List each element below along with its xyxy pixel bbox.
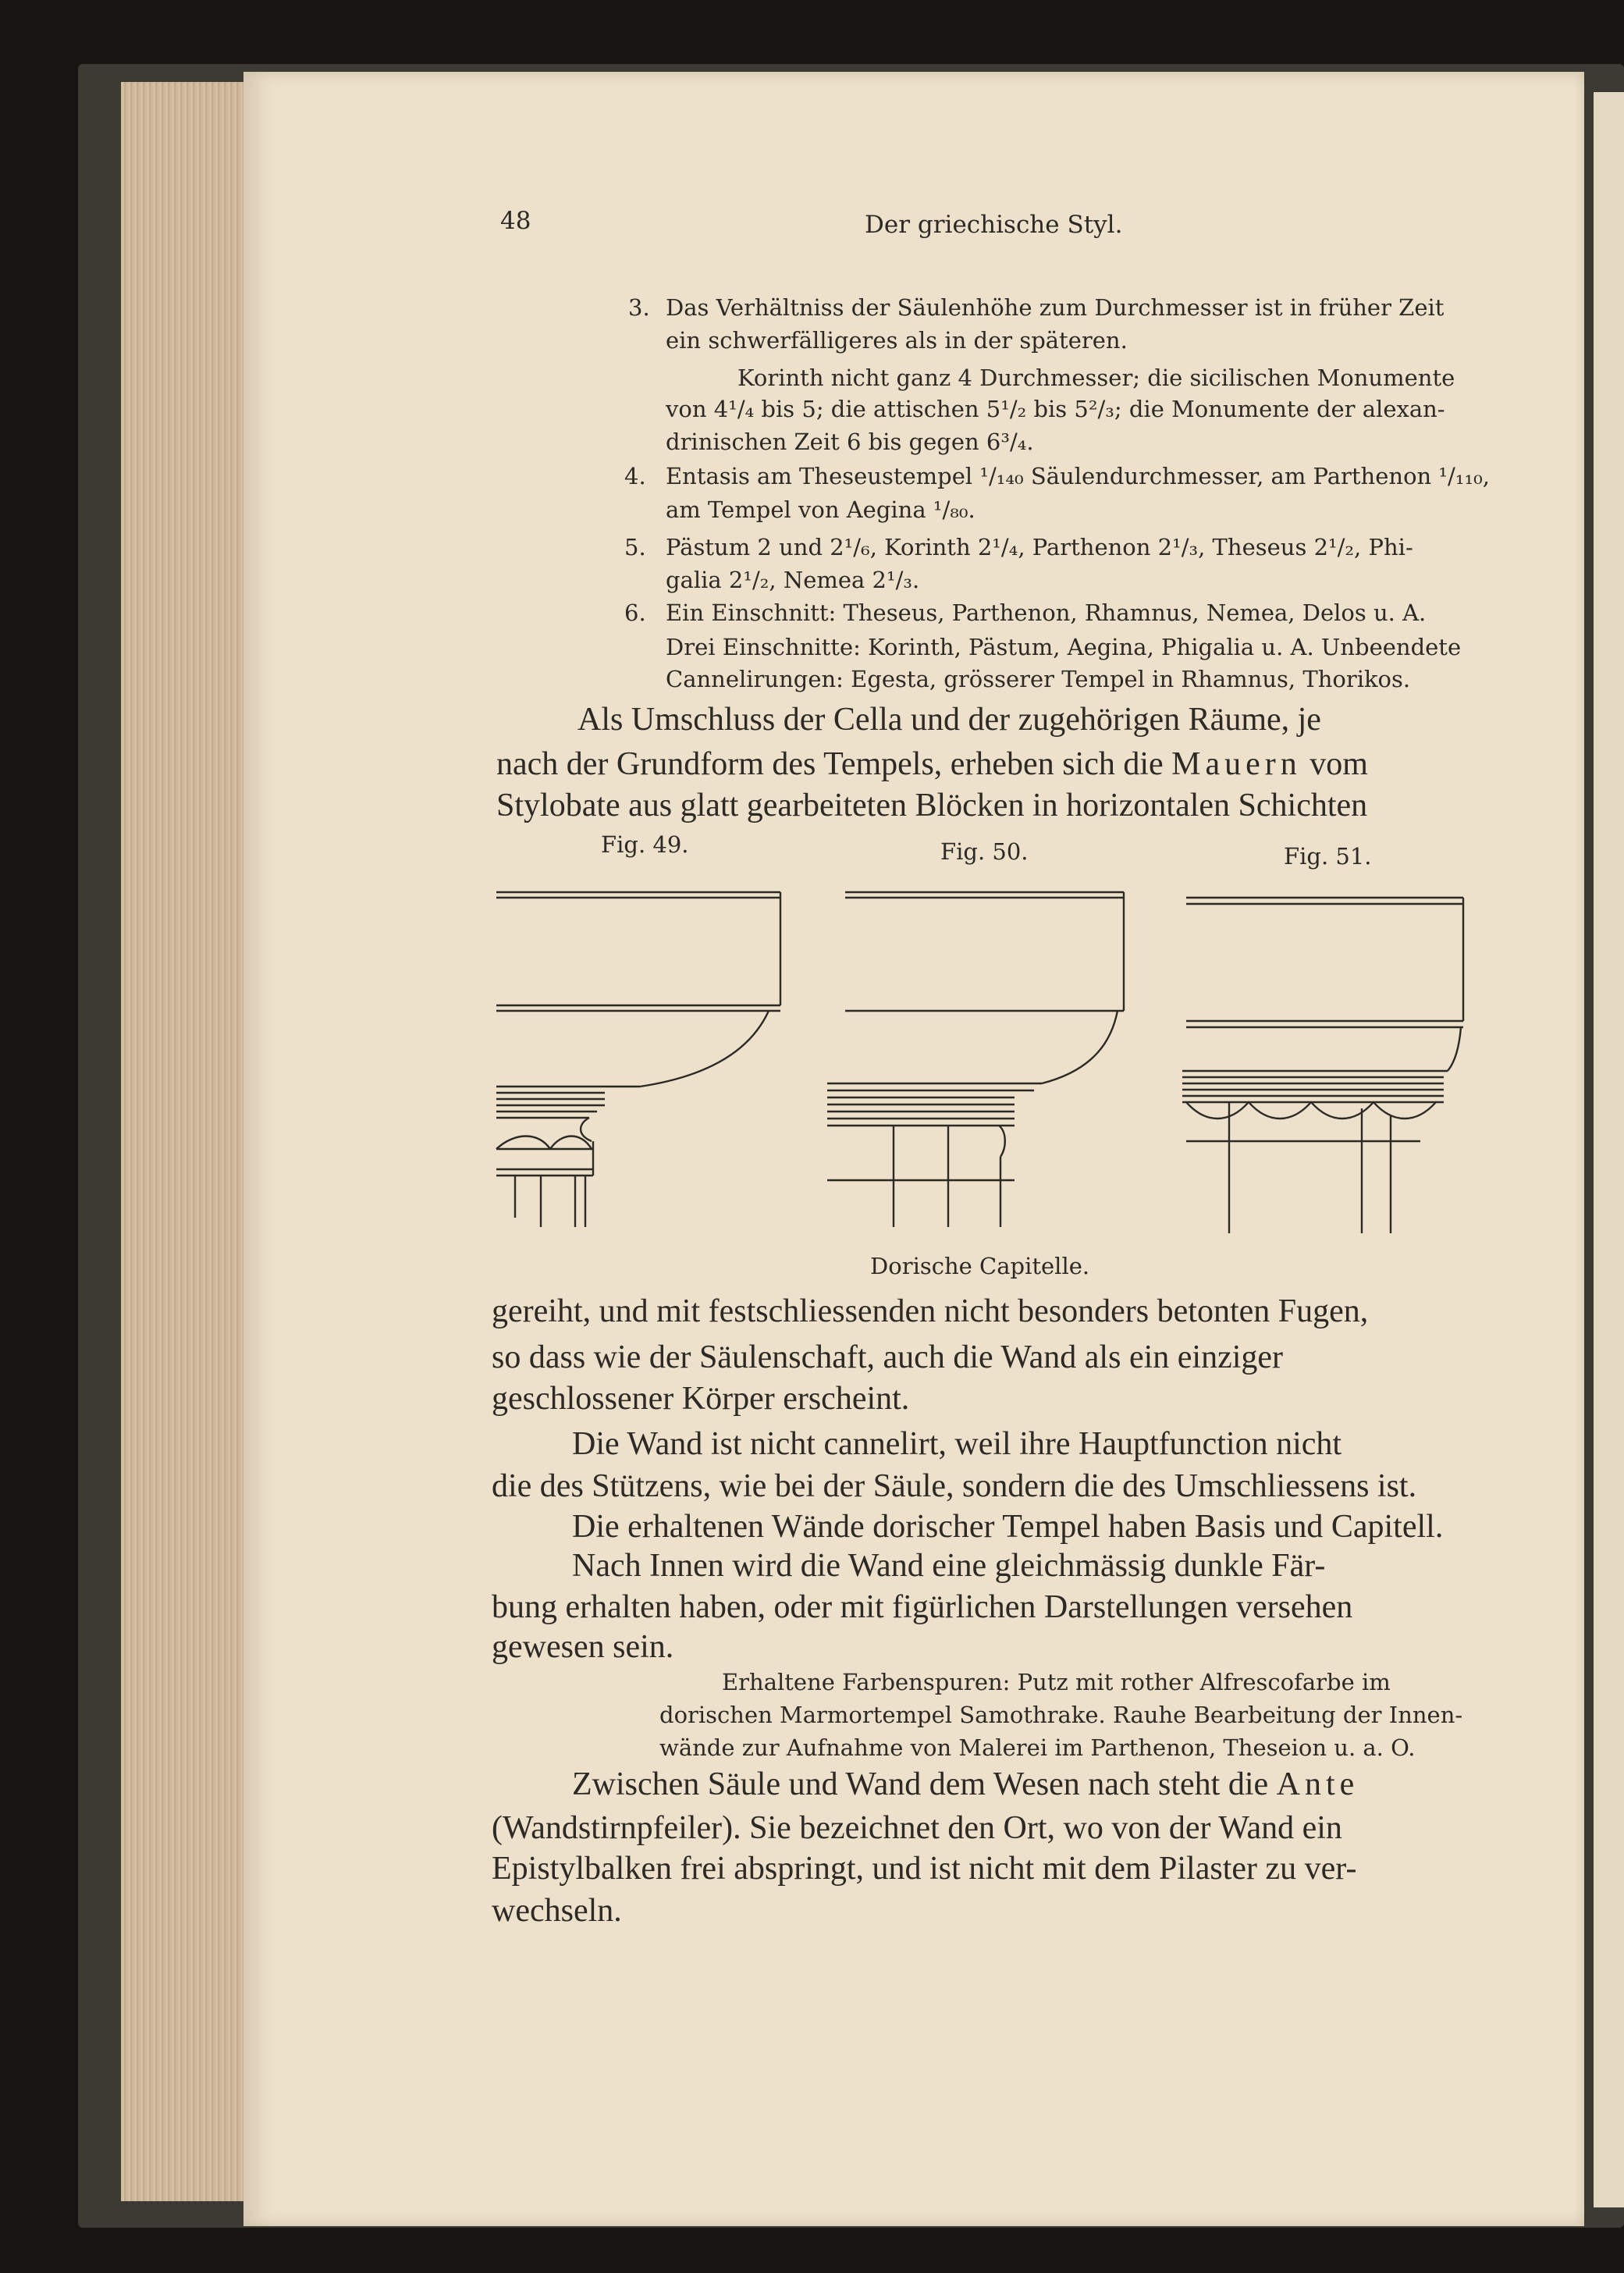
note-line: Entasis am Theseustempel ¹/₁₄₀ Säulendurchmesser, am Parthenon ¹/₁₁₀,: [666, 463, 1490, 489]
note-line: Cannelirungen: Egesta, grösserer Tempel in Rhamnus, Thorikos.: [666, 666, 1411, 692]
note-line: dorischen Marmortempel Samothrake. Rauhe Bearbeitung der Innen-: [659, 1702, 1463, 1728]
body-text: nach der Grundform des Tempels, erheben sich die: [496, 746, 1164, 782]
emphasis-text: Ante: [1276, 1766, 1359, 1802]
note-line: von 4¹/₄ bis 5; die attischen 5¹/₂ bis 5²/₃; die Monumente der alexan-: [666, 396, 1445, 422]
body-text: Zwischen Säule und Wand dem Wesen nach steht die: [572, 1766, 1269, 1802]
body-line: [572, 1766, 1359, 1803]
emphasis-text: Mauern: [1171, 746, 1302, 782]
body-line: die des Stützens, wie bei der Säule, sondern die des Umschliessens ist.: [492, 1468, 1417, 1504]
note-line: Pästum 2 und 2¹/₆, Korinth 2¹/₄, Parthenon 2¹/₃, Theseus 2¹/₂, Phi-: [666, 534, 1413, 560]
figure-label: Fig. 49.: [601, 831, 689, 858]
figure-label: Fig. 50.: [940, 838, 1029, 865]
note-line: Drei Einschnitte: Korinth, Pästum, Aegina, Phigalia u. A. Unbeendete: [666, 634, 1462, 660]
note-line: Ein Einschnitt: Theseus, Parthenon, Rhamnus, Nemea, Delos u. A.: [666, 599, 1427, 626]
body-line: wechseln.: [492, 1893, 622, 1929]
note-line: drinischen Zeit 6 bis gegen 6³/₄.: [666, 429, 1034, 455]
note-number: 6.: [624, 599, 646, 626]
body-line: geschlossener Körper erscheint.: [492, 1381, 910, 1417]
body-line: gewesen sein.: [492, 1629, 674, 1665]
note-number: 4.: [624, 463, 646, 489]
body-line: (Wandstirnpfeiler). Sie bezeichnet den Ort, wo von der Wand ein: [492, 1810, 1342, 1846]
body-line: Epistylbalken frei abspringt, und ist nicht mit dem Pilaster zu ver-: [492, 1851, 1357, 1887]
body-line: so dass wie der Säulenschaft, auch die Wand als ein einziger: [492, 1339, 1284, 1375]
figure-51-drawing: [1182, 898, 1463, 1233]
body-line: bung erhalten haben, oder mit figürlichen Darstellungen versehen: [492, 1589, 1353, 1625]
body-line: Die erhaltenen Wände dorischer Tempel haben Basis und Capitell.: [572, 1509, 1444, 1545]
figure-label: Fig. 51.: [1284, 843, 1372, 870]
body-line: Als Umschluss der Cella und der zugehörigen Räume, je: [577, 702, 1321, 738]
body-line: gereiht, und mit festschliessenden nicht besonders betonten Fugen,: [492, 1293, 1369, 1329]
note-line: wände zur Aufnahme von Malerei im Parthenon, Theseion u. a. O.: [659, 1734, 1416, 1761]
note-number: 3.: [628, 294, 650, 321]
note-line: am Tempel von Aegina ¹/₈₀.: [666, 496, 975, 523]
body-text: vom: [1310, 746, 1368, 782]
note-line: ein schwerfälligeres als in der späteren.: [666, 327, 1128, 354]
note-number: 5.: [624, 534, 646, 560]
body-line: Stylobate aus glatt gearbeiteten Blöcken in horizontalen Schichten: [496, 788, 1368, 823]
figure-50-drawing: [827, 892, 1124, 1227]
body-line: Die Wand ist nicht cannelirt, weil ihre Hauptfunction nicht: [572, 1426, 1342, 1462]
figure-caption: Dorische Capitelle.: [870, 1253, 1090, 1279]
body-line: Nach Innen wird die Wand eine gleichmässig dunkle Fär-: [572, 1548, 1326, 1584]
running-title: Der griechische Styl.: [865, 211, 1123, 239]
note-line: galia 2¹/₂, Nemea 2¹/₃.: [666, 567, 920, 593]
note-line: Erhaltene Farbenspuren: Putz mit rother Alfrescofarbe im: [722, 1669, 1391, 1695]
note-line: Das Verhältniss der Säulenhöhe zum Durchmesser ist in früher Zeit: [666, 294, 1445, 321]
page-number: 48: [500, 207, 531, 235]
figure-49-drawing: [496, 892, 780, 1227]
note-line: Korinth nicht ganz 4 Durchmesser; die sicilischen Monumente: [737, 365, 1455, 391]
